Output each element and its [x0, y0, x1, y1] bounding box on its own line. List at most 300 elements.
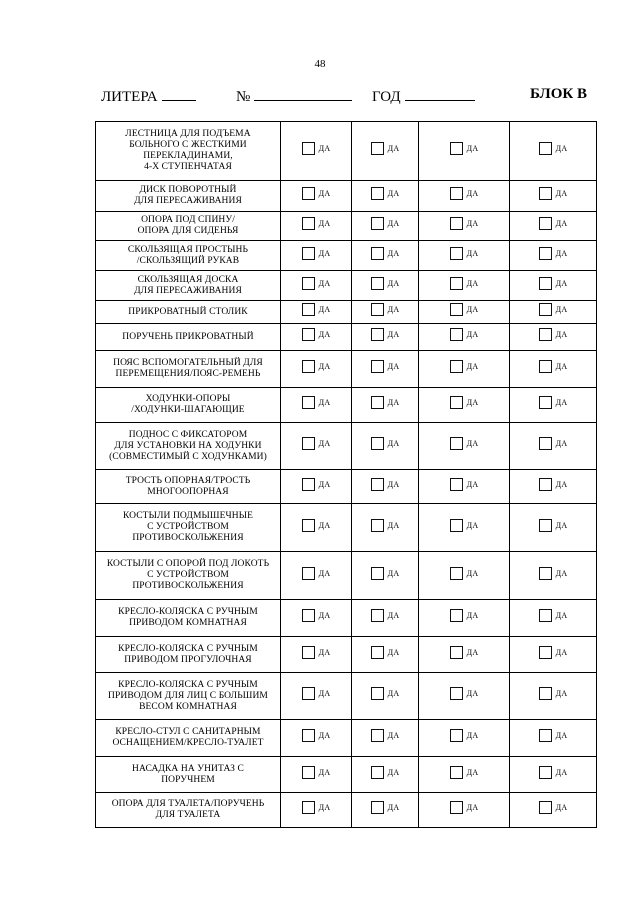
yes-label: ДА [318, 278, 331, 288]
yes-checkbox[interactable] [302, 396, 315, 409]
item-label-line: ПРИВОДОМ ПРОГУЛОЧНАЯ [124, 654, 252, 665]
yes-label: ДА [387, 803, 400, 812]
option-cell [419, 388, 510, 423]
yes-option [539, 646, 568, 659]
item-label-line: ПЕРЕМЕЩЕНИЯ/ПОЯС-РЕМЕНЬ [115, 369, 261, 379]
yes-checkbox[interactable] [371, 478, 384, 491]
option-cell [419, 720, 510, 757]
yes-option [539, 729, 568, 742]
yes-checkbox[interactable] [302, 437, 315, 450]
option-cell [281, 241, 352, 271]
item-label-line: КРЕСЛО-КОЛЯСКА С РУЧНЫМ [118, 607, 258, 617]
yes-label: ДА [555, 362, 568, 371]
yes-label: ДА [555, 248, 568, 258]
item-label-line: ОПОРА ДЛЯ ТУАЛЕТА/ПОРУЧЕНЬ [111, 799, 265, 809]
option-cell [510, 388, 597, 423]
yes-label: ДА [555, 520, 568, 530]
option-cell [281, 637, 352, 673]
yes-option [371, 396, 400, 409]
yes-checkbox[interactable] [539, 303, 552, 316]
yes-checkbox[interactable] [450, 187, 463, 200]
yes-checkbox[interactable] [450, 396, 463, 409]
yes-label: ДА [555, 568, 568, 578]
option-cell [419, 504, 510, 552]
item-label-line: КРЕСЛО-СТУЛ С САНИТАРНЫМ [115, 727, 261, 737]
yes-option [302, 217, 331, 230]
yes-option [371, 328, 400, 341]
option-cell [510, 241, 597, 271]
yes-option [371, 609, 400, 622]
yes-option [302, 766, 331, 779]
option-cell [281, 600, 352, 637]
yes-option [302, 519, 331, 532]
yes-option [539, 396, 568, 409]
item-label-line: С УСТРОЙСТВОМ [147, 570, 229, 580]
yes-checkbox[interactable] [371, 519, 384, 532]
option-cell [510, 470, 597, 504]
yes-checkbox[interactable] [450, 801, 463, 814]
option-cell [281, 423, 352, 470]
option-cell [281, 122, 352, 181]
yes-option [539, 567, 568, 580]
yes-option [371, 766, 400, 779]
option-cell [419, 552, 510, 600]
yes-option [450, 609, 479, 622]
option-cell [510, 552, 597, 600]
item-label [96, 504, 281, 552]
yes-checkbox[interactable] [371, 646, 384, 659]
item-label-line: ПОРУЧЕНЬ ПРИКРОВАТНЫЙ [122, 331, 254, 342]
yes-checkbox[interactable] [450, 567, 463, 580]
yes-checkbox[interactable] [539, 801, 552, 814]
yes-checkbox[interactable] [371, 277, 384, 290]
yes-label: ДА [387, 305, 400, 314]
table-row [96, 122, 597, 181]
option-cell [510, 181, 597, 212]
litera-field [101, 86, 196, 106]
yes-label: ДА [466, 189, 479, 198]
yes-option [539, 478, 568, 491]
option-cell [281, 720, 352, 757]
yes-checkbox[interactable] [371, 360, 384, 373]
yes-label: ДА [318, 803, 331, 812]
litera-input-line[interactable] [162, 86, 196, 101]
option-cell [419, 301, 510, 324]
yes-checkbox[interactable] [539, 247, 552, 260]
yes-checkbox[interactable] [302, 609, 315, 622]
table-row [96, 757, 597, 793]
option-cell [281, 504, 352, 552]
yes-option [539, 360, 568, 373]
yes-checkbox[interactable] [371, 247, 384, 260]
yes-checkbox[interactable] [450, 478, 463, 491]
option-cell [281, 271, 352, 301]
yes-checkbox[interactable] [371, 328, 384, 341]
yes-checkbox[interactable] [539, 360, 552, 373]
yes-option [371, 687, 400, 700]
yes-option [539, 519, 568, 532]
yes-checkbox[interactable] [450, 766, 463, 779]
item-label-line: ДЛЯ УСТАНОВКИ НА ХОДУНКИ [114, 440, 262, 451]
yes-checkbox[interactable] [539, 519, 552, 532]
yes-label: ДА [387, 689, 400, 698]
option-cell [510, 600, 597, 637]
table-row [96, 600, 597, 637]
yes-option [539, 187, 568, 200]
yes-checkbox[interactable] [450, 646, 463, 659]
option-cell [419, 793, 510, 828]
yes-checkbox[interactable] [371, 396, 384, 409]
yes-label: ДА [555, 647, 568, 657]
yes-option [302, 142, 331, 155]
table-row [96, 720, 597, 757]
yes-option [539, 801, 568, 814]
yes-checkbox[interactable] [450, 303, 463, 316]
item-label-line: СКОЛЬЗЯЩАЯ ПРОСТЫНЬ [127, 244, 249, 255]
yes-option [450, 437, 479, 450]
table-row [96, 793, 597, 828]
yes-checkbox[interactable] [450, 609, 463, 622]
yes-checkbox[interactable] [302, 567, 315, 580]
item-label [96, 388, 281, 423]
option-cell [510, 271, 597, 301]
yes-checkbox[interactable] [450, 217, 463, 230]
yes-checkbox[interactable] [450, 328, 463, 341]
item-label-line: ОПОРА ДЛЯ СИДЕНЬЯ [137, 226, 239, 236]
yes-label: ДА [466, 398, 479, 407]
yes-label: ДА [466, 611, 479, 620]
yes-checkbox[interactable] [539, 437, 552, 450]
yes-label: ДА [387, 330, 400, 339]
table-row [96, 470, 597, 504]
yes-label: ДА [555, 278, 568, 288]
option-cell [510, 351, 597, 388]
option-cell [352, 423, 419, 470]
yes-label: ДА [466, 278, 479, 288]
item-label-line: НАСАДКА НА УНИТАЗ С [132, 763, 244, 774]
yes-checkbox[interactable] [450, 247, 463, 260]
yes-option [450, 303, 479, 316]
option-cell [419, 324, 510, 351]
yes-label: ДА [387, 439, 400, 448]
option-cell [419, 271, 510, 301]
option-cell [419, 470, 510, 504]
yes-checkbox[interactable] [539, 217, 552, 230]
item-label-line: ДЛЯ ТУАЛЕТА [155, 810, 221, 820]
yes-checkbox[interactable] [302, 142, 315, 155]
item-label [96, 720, 281, 757]
yes-label: ДА [466, 689, 479, 698]
yes-checkbox[interactable] [371, 142, 384, 155]
yes-checkbox[interactable] [371, 303, 384, 316]
yes-label: ДА [318, 520, 331, 530]
yes-checkbox[interactable] [539, 567, 552, 580]
yes-label: ДА [466, 520, 479, 530]
table-row [96, 552, 597, 600]
item-label-line: ОПОРА ПОД СПИНУ/ [141, 215, 235, 225]
yes-label: ДА [466, 248, 479, 258]
yes-label: ДА [555, 398, 568, 407]
yes-option [371, 142, 400, 155]
yes-option [539, 766, 568, 779]
yes-option [450, 396, 479, 409]
yes-checkbox[interactable] [302, 303, 315, 316]
yes-label: ДА [318, 219, 331, 228]
option-cell [281, 552, 352, 600]
yes-label: ДА [318, 731, 331, 740]
yes-checkbox[interactable] [450, 142, 463, 155]
yes-checkbox[interactable] [539, 729, 552, 742]
option-cell [419, 757, 510, 793]
item-label [96, 673, 281, 720]
yes-option [371, 303, 400, 316]
yes-checkbox[interactable] [371, 567, 384, 580]
option-cell [352, 181, 419, 212]
equipment-table [95, 121, 597, 828]
yes-label: ДА [466, 803, 479, 812]
year-input-line[interactable] [405, 86, 475, 101]
yes-checkbox[interactable] [371, 766, 384, 779]
yes-label: ДА [387, 398, 400, 407]
option-cell [352, 470, 419, 504]
yes-checkbox[interactable] [302, 766, 315, 779]
yes-option [371, 567, 400, 580]
item-label-line: ПОЯС ВСПОМОГАТЕЛЬНЫЙ ДЛЯ [113, 358, 263, 368]
yes-checkbox[interactable] [302, 328, 315, 341]
yes-label: ДА [555, 219, 568, 228]
page-number: 48 [314, 58, 326, 70]
item-label-line: ПРОТИВОСКОЛЬЖЕНИЯ [132, 581, 244, 591]
yes-option [302, 729, 331, 742]
item-label [96, 181, 281, 212]
yes-option [371, 801, 400, 814]
yes-option [371, 519, 400, 532]
item-label-line: ПОРУЧНЕМ [161, 774, 215, 785]
yes-option [539, 437, 568, 450]
table-row [96, 271, 597, 301]
item-label [96, 122, 281, 181]
yes-checkbox[interactable] [539, 766, 552, 779]
yes-checkbox[interactable] [450, 277, 463, 290]
yes-option [450, 142, 479, 155]
table-row [96, 324, 597, 351]
yes-label: ДА [387, 278, 400, 288]
item-label [96, 212, 281, 241]
yes-option [450, 187, 479, 200]
yes-option [539, 217, 568, 230]
option-cell [352, 324, 419, 351]
option-cell [419, 122, 510, 181]
yes-option [450, 567, 479, 580]
yes-option [371, 478, 400, 491]
item-label [96, 757, 281, 793]
yes-option [302, 801, 331, 814]
yes-checkbox[interactable] [371, 729, 384, 742]
yes-checkbox[interactable] [302, 360, 315, 373]
yes-checkbox[interactable] [371, 687, 384, 700]
yes-option [371, 646, 400, 659]
option-cell [352, 720, 419, 757]
item-label [96, 423, 281, 470]
yes-label: ДА [387, 248, 400, 258]
yes-checkbox[interactable] [371, 187, 384, 200]
option-cell [281, 673, 352, 720]
yes-checkbox[interactable] [302, 187, 315, 200]
yes-label: ДА [318, 689, 331, 698]
yes-checkbox[interactable] [302, 478, 315, 491]
yes-label: ДА [318, 305, 331, 314]
table-row [96, 301, 597, 324]
yes-checkbox[interactable] [450, 360, 463, 373]
yes-checkbox[interactable] [302, 801, 315, 814]
yes-option [302, 328, 331, 341]
yes-option [539, 247, 568, 260]
item-label [96, 600, 281, 637]
number-input-line[interactable] [254, 86, 352, 101]
yes-option [450, 360, 479, 373]
yes-label: ДА [466, 731, 479, 740]
yes-checkbox[interactable] [371, 801, 384, 814]
yes-label: ДА [555, 144, 568, 153]
yes-label: ДА [318, 568, 331, 578]
yes-checkbox[interactable] [302, 646, 315, 659]
table-row [96, 673, 597, 720]
option-cell [281, 181, 352, 212]
item-label-line: ЛЕСТНИЦА ДЛЯ ПОДЪЕМА [125, 129, 251, 139]
item-label-line: ХОДУНКИ-ОПОРЫ [145, 394, 231, 404]
yes-checkbox[interactable] [302, 729, 315, 742]
yes-checkbox[interactable] [539, 646, 552, 659]
yes-option [450, 478, 479, 491]
yes-option [450, 217, 479, 230]
yes-label: ДА [387, 479, 400, 489]
option-cell [419, 241, 510, 271]
yes-checkbox[interactable] [302, 247, 315, 260]
yes-checkbox[interactable] [539, 277, 552, 290]
yes-label: ДА [555, 767, 568, 777]
yes-option [302, 478, 331, 491]
yes-checkbox[interactable] [539, 142, 552, 155]
yes-option [302, 609, 331, 622]
yes-label: ДА [555, 305, 568, 314]
yes-label: ДА [555, 439, 568, 448]
item-label-line: ТРОСТЬ ОПОРНАЯ/ТРОСТЬ [125, 475, 251, 486]
yes-label: ДА [466, 219, 479, 228]
yes-option [539, 142, 568, 155]
yes-checkbox[interactable] [450, 687, 463, 700]
item-label [96, 552, 281, 600]
option-cell [352, 552, 419, 600]
item-label-line: КОСТЫЛИ С ОПОРОЙ ПОД ЛОКОТЬ [106, 559, 270, 569]
yes-checkbox[interactable] [302, 687, 315, 700]
item-label-line: КОСТЫЛИ ПОДМЫШЕЧНЫЕ [122, 511, 254, 521]
yes-label: ДА [318, 362, 331, 371]
yes-label: ДА [555, 330, 568, 339]
yes-checkbox[interactable] [450, 519, 463, 532]
yes-checkbox[interactable] [302, 519, 315, 532]
yes-option [450, 687, 479, 700]
yes-label: ДА [466, 647, 479, 657]
yes-label: ДА [555, 611, 568, 620]
option-cell [281, 388, 352, 423]
number-label: № [236, 89, 251, 105]
yes-label: ДА [387, 647, 400, 657]
yes-label: ДА [555, 479, 568, 489]
yes-option [371, 277, 400, 290]
yes-checkbox[interactable] [539, 187, 552, 200]
item-label-line: ПРОТИВОСКОЛЬЖЕНИЯ [132, 533, 244, 543]
yes-checkbox[interactable] [302, 277, 315, 290]
item-label [96, 301, 281, 324]
option-cell [352, 241, 419, 271]
option-cell [352, 301, 419, 324]
option-cell [510, 122, 597, 181]
option-cell [510, 637, 597, 673]
year-label: ГОД [372, 89, 401, 105]
yes-label: ДА [555, 189, 568, 198]
yes-checkbox[interactable] [371, 437, 384, 450]
yes-checkbox[interactable] [539, 396, 552, 409]
yes-option [371, 729, 400, 742]
yes-option [302, 360, 331, 373]
yes-checkbox[interactable] [539, 609, 552, 622]
item-label-line: (СОВМЕСТИМЫЙ С ХОДУНКАМИ) [109, 451, 267, 462]
yes-label: ДА [466, 330, 479, 339]
yes-option [450, 247, 479, 260]
option-cell [419, 181, 510, 212]
item-label-line: С УСТРОЙСТВОМ [147, 522, 229, 532]
yes-option [539, 328, 568, 341]
table-row [96, 241, 597, 271]
item-label-line: ОСНАЩЕНИЕМ/КРЕСЛО-ТУАЛЕТ [112, 738, 264, 748]
yes-checkbox[interactable] [539, 687, 552, 700]
yes-label: ДА [555, 803, 568, 812]
item-label-line: СКОЛЬЗЯЩАЯ ДОСКА [137, 274, 239, 285]
yes-checkbox[interactable] [302, 217, 315, 230]
item-label-line: ПРИВОДОМ КОМНАТНАЯ [129, 618, 247, 628]
yes-option [371, 247, 400, 260]
yes-label: ДА [318, 189, 331, 198]
yes-option [371, 437, 400, 450]
table-row [96, 388, 597, 423]
yes-checkbox[interactable] [371, 217, 384, 230]
form-header [0, 86, 640, 108]
yes-checkbox[interactable] [539, 478, 552, 491]
yes-label: ДА [387, 611, 400, 620]
yes-option [450, 646, 479, 659]
option-cell [352, 600, 419, 637]
option-cell [281, 301, 352, 324]
option-cell [281, 351, 352, 388]
yes-checkbox[interactable] [371, 609, 384, 622]
yes-label: ДА [387, 189, 400, 198]
yes-label: ДА [555, 689, 568, 698]
option-cell [510, 720, 597, 757]
option-cell [510, 673, 597, 720]
yes-checkbox[interactable] [450, 437, 463, 450]
yes-checkbox[interactable] [450, 729, 463, 742]
table-row [96, 212, 597, 241]
item-label [96, 793, 281, 828]
yes-label: ДА [387, 520, 400, 530]
option-cell [352, 637, 419, 673]
yes-option [302, 687, 331, 700]
yes-label: ДА [466, 305, 479, 314]
yes-label: ДА [387, 568, 400, 578]
yes-option [302, 437, 331, 450]
yes-checkbox[interactable] [539, 328, 552, 341]
yes-option [302, 646, 331, 659]
